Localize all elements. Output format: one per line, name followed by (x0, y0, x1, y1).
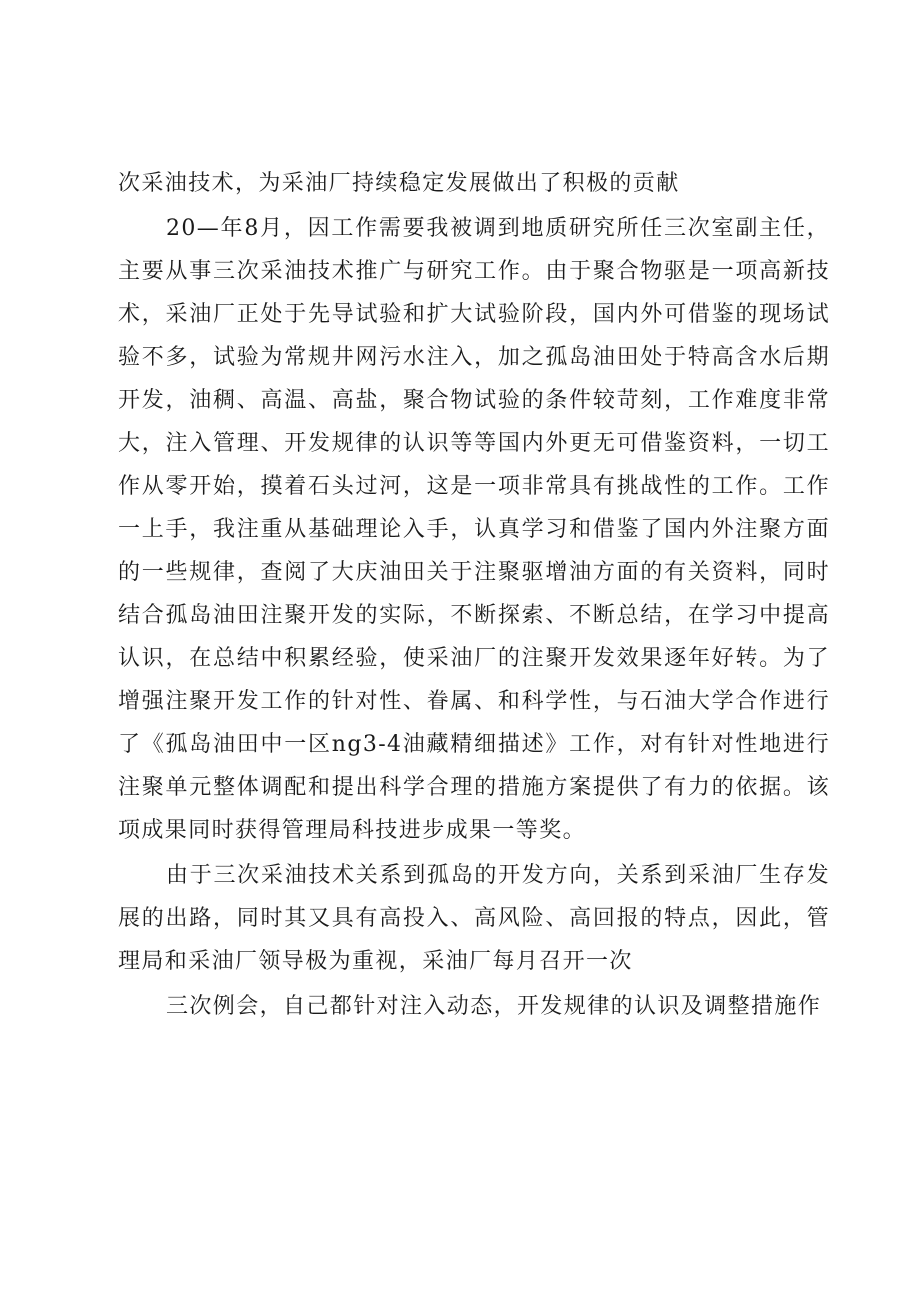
paragraph-3: 由于三次采油技术关系到孤岛的开发方向，关系到采油厂生存发展的出路，同时其又具有高投入、高风险、高回报的特点，因此，管理局和采油厂领导极为重视，采油厂每月召开一次 (118, 863, 830, 974)
paragraph-1: 次采油技术，为采油厂持续稳定发展做出了积极的贡献 (118, 171, 680, 196)
paragraph-4: 三次例会，自己都针对注入动态，开发规律的认识及调整措施作 (166, 994, 822, 1019)
document-body (118, 162, 830, 1028)
paragraph-2: 20—年8月，因工作需要我被调到地质研究所任三次室副主任，主要从事三次采油技术推广与研究工作。由于聚合物驱是一项高新技术，采油厂正处于先导试验和扩大试验阶段，国内外可借鉴的现场试验不多，试验为常规井网污水注入，加之孤岛油田处于特高含水后期开发，油稠、高温、高盐，聚合物试验的条件较苛刻，工作难度非常大，注入管理、开发规律的认识等等国内外更无可借鉴资料，一切工作从零开始，摸着石头过河，这是一项非常具有挑战性的工作。工作一上手，我注重从基础理论入手，认真学习和借鉴了国内外注聚方面的一些规律，查阅了大庆油田关于注聚驱增油方面的有关资料，同时结合孤岛油田注聚开发的实际，不断探索、不断总结，在学习中提高认识，在总结中积累经验，使采油厂的注聚开发效果逐年好转。为了增强注聚开发工作的针对性、眷属、和科学性，与石油大学合作进行了《孤岛油田中一区ng3-4油藏精细描述》工作，对有针对性地进行注聚单元整体调配和提出科学合理的措施方案提供了有力的依据。该项成果同时获得管理局科技进步成果一等奖。 (118, 216, 830, 843)
